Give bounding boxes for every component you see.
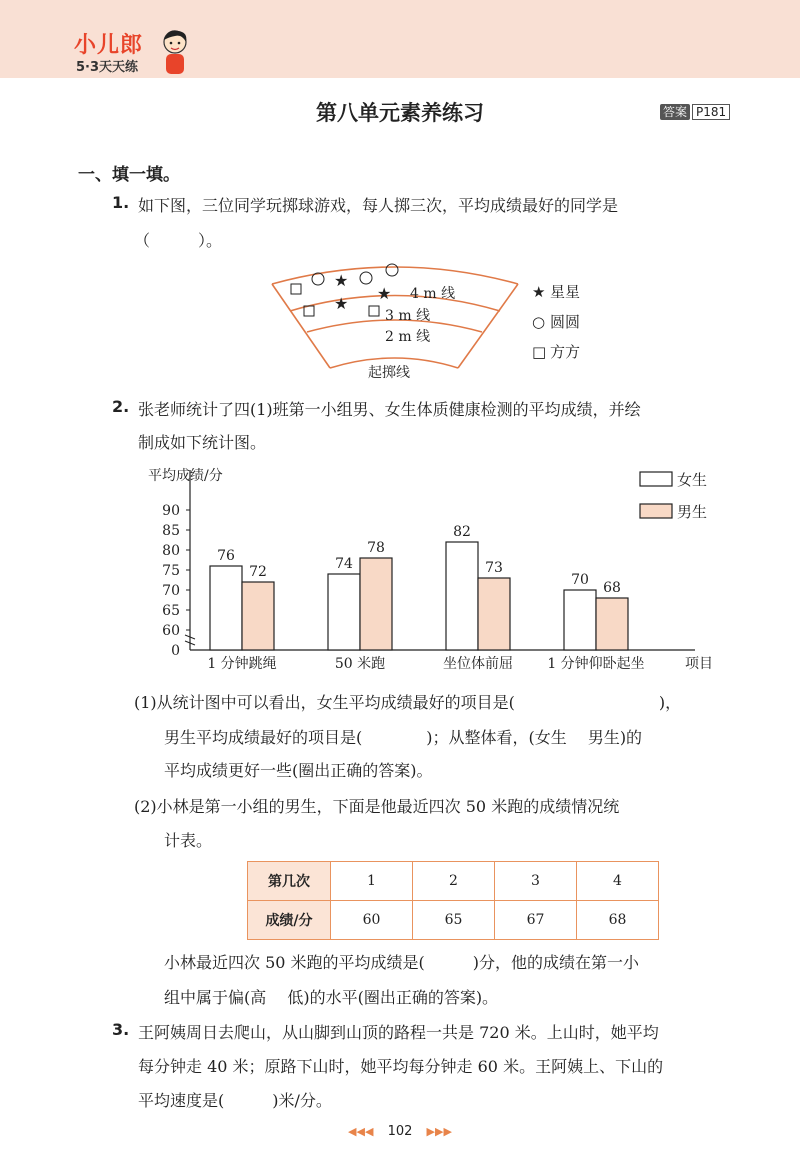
- table-cell: 65: [413, 901, 495, 940]
- logo-subtitle: 5·3天天练: [76, 60, 139, 75]
- prev-arrows-icon: ◀◀◀: [348, 1125, 374, 1138]
- y-tick-label: 80: [162, 543, 180, 559]
- circle-mark: [360, 272, 372, 284]
- legend-swatch-boys: [640, 504, 672, 518]
- x-axis-label: 项目: [685, 656, 713, 672]
- y-tick-label: 90: [162, 503, 180, 519]
- star-mark: ★: [334, 294, 349, 313]
- next-arrows-icon: ▶▶▶: [426, 1125, 452, 1138]
- q2-number: 2.: [112, 397, 130, 416]
- x-tick-label: 50 米跑: [334, 656, 386, 672]
- table-cell: 1: [331, 862, 413, 901]
- legend-star-symbol: ★: [532, 283, 546, 301]
- right-edge: [458, 284, 518, 368]
- data-label: 78: [367, 540, 385, 556]
- q2-sub2-line1: (2)小林是第一小组的男生，下面是他最近四次 50 米跑的成绩情况统: [134, 797, 620, 816]
- bar-girls: [446, 542, 478, 650]
- answer-reference[interactable]: [660, 103, 730, 120]
- label-start-line: 起掷线: [368, 365, 410, 381]
- table-cell: 4: [577, 862, 659, 901]
- q2-after-line2: 组中属于偏(高 低)的水平(圈出正确的答案)。: [164, 988, 499, 1007]
- answer-label: 答案: [660, 104, 690, 120]
- bar-boys: [478, 578, 510, 650]
- table-header-score: 成绩/分: [248, 901, 331, 940]
- legend-label: 女生: [677, 471, 708, 489]
- table-cell: 3: [495, 862, 577, 901]
- table-cell: 68: [577, 901, 659, 940]
- q1-text-line1: 如下图，三位同学玩掷球游戏，每人掷三次，平均成绩最好的同学是: [138, 196, 619, 215]
- data-label: 74: [335, 556, 353, 572]
- bar-chart: [140, 460, 730, 675]
- label-4m-line: 4 m 线: [410, 286, 456, 302]
- y-tick-label: 65: [162, 603, 180, 619]
- label-3m-line: 3 m 线: [385, 308, 431, 324]
- x-tick-label: 1 分钟仰卧起坐: [547, 656, 645, 672]
- square-mark: [369, 306, 379, 316]
- q1-number: 1.: [112, 193, 130, 212]
- label-2m-line: 2 m 线: [385, 329, 431, 345]
- q2-sub1-line3: 平均成绩更好一些(圈出正确的答案)。: [164, 761, 433, 780]
- star-mark: ★: [377, 284, 392, 303]
- y-tick-label: 75: [162, 563, 180, 579]
- section-heading: 一、填一填。: [78, 165, 180, 185]
- star-mark: ★: [334, 271, 349, 290]
- legend-circle-name: 圆圆: [550, 313, 581, 331]
- circle-mark: [312, 273, 324, 285]
- page-title: 第八单元素养练习: [316, 101, 484, 125]
- y-tick-label: 85: [162, 523, 180, 539]
- table-row: [248, 862, 659, 901]
- bar-boys: [596, 598, 628, 650]
- legend-square-name: 方方: [550, 343, 581, 361]
- table-row: [248, 901, 659, 940]
- data-label: 82: [453, 524, 471, 540]
- data-label: 76: [217, 548, 235, 564]
- q2-text-line1: 张老师统计了四(1)班第一小组男、女生体质健康检测的平均成绩，并绘: [138, 400, 641, 419]
- legend-star-name: 星星: [550, 283, 581, 301]
- bar-girls: [328, 574, 360, 650]
- left-edge: [272, 284, 330, 368]
- logo: [70, 28, 190, 78]
- q2-sub1-line1: (1)从统计图中可以看出，女生平均成绩最好的项目是( )，: [134, 693, 682, 712]
- data-label: 72: [249, 564, 267, 580]
- bar-boys: [360, 558, 392, 650]
- data-label: 73: [485, 560, 503, 576]
- q2-sub1-line2: 男生平均成绩最好的项目是( )；从整体看，(女生 男生)的: [164, 728, 643, 747]
- y-tick-label: 60: [162, 623, 180, 639]
- table-cell: 60: [331, 901, 413, 940]
- q3-line1: 王阿姨周日去爬山，从山脚到山顶的路程一共是 720 米。上山时，她平均: [138, 1023, 659, 1042]
- logo-text: 小儿郎: [74, 33, 144, 58]
- bar-girls: [564, 590, 596, 650]
- square-mark: [291, 284, 301, 294]
- legend-swatch-girls: [640, 472, 672, 486]
- bar-boys: [242, 582, 274, 650]
- data-label: 70: [571, 572, 589, 588]
- x-tick-label: 1 分钟跳绳: [207, 656, 277, 672]
- q3-line3: 平均速度是( )米/分。: [138, 1091, 332, 1110]
- score-table: [247, 861, 659, 940]
- y-axis-label: 平均成绩/分: [148, 468, 223, 484]
- q2-sub2-line2: 计表。: [164, 831, 213, 850]
- q1-text-line2: （ ）。: [134, 231, 223, 250]
- x-tick-label: 坐位体前屈: [443, 656, 513, 672]
- answer-page: P181: [692, 104, 730, 120]
- y-tick-label: 0: [171, 643, 180, 659]
- table-cell: 67: [495, 901, 577, 940]
- q2-after-line1: 小林最近四次 50 米跑的平均成绩是( )分，他的成绩在第一小: [164, 953, 640, 972]
- table-header-attempt: 第几次: [248, 862, 331, 901]
- circle-mark: [386, 264, 398, 276]
- q3-number: 3.: [112, 1020, 130, 1039]
- legend-circle-symbol: ○: [532, 313, 546, 331]
- throw-diagram: [260, 258, 730, 383]
- mascot-icon: [160, 28, 190, 76]
- y-tick-label: 70: [162, 583, 180, 599]
- q3-line2: 每分钟走 40 米；原路下山时，她平均每分钟走 60 米。王阿姨上、下山的: [138, 1057, 664, 1076]
- data-label: 68: [603, 580, 621, 596]
- table-cell: 2: [413, 862, 495, 901]
- legend-label: 男生: [677, 503, 708, 521]
- bar-girls: [210, 566, 242, 650]
- page-number: 102: [387, 1124, 413, 1139]
- page-footer: [0, 1124, 800, 1139]
- legend-square-symbol: □: [532, 343, 547, 361]
- q2-text-line2: 制成如下统计图。: [138, 433, 267, 452]
